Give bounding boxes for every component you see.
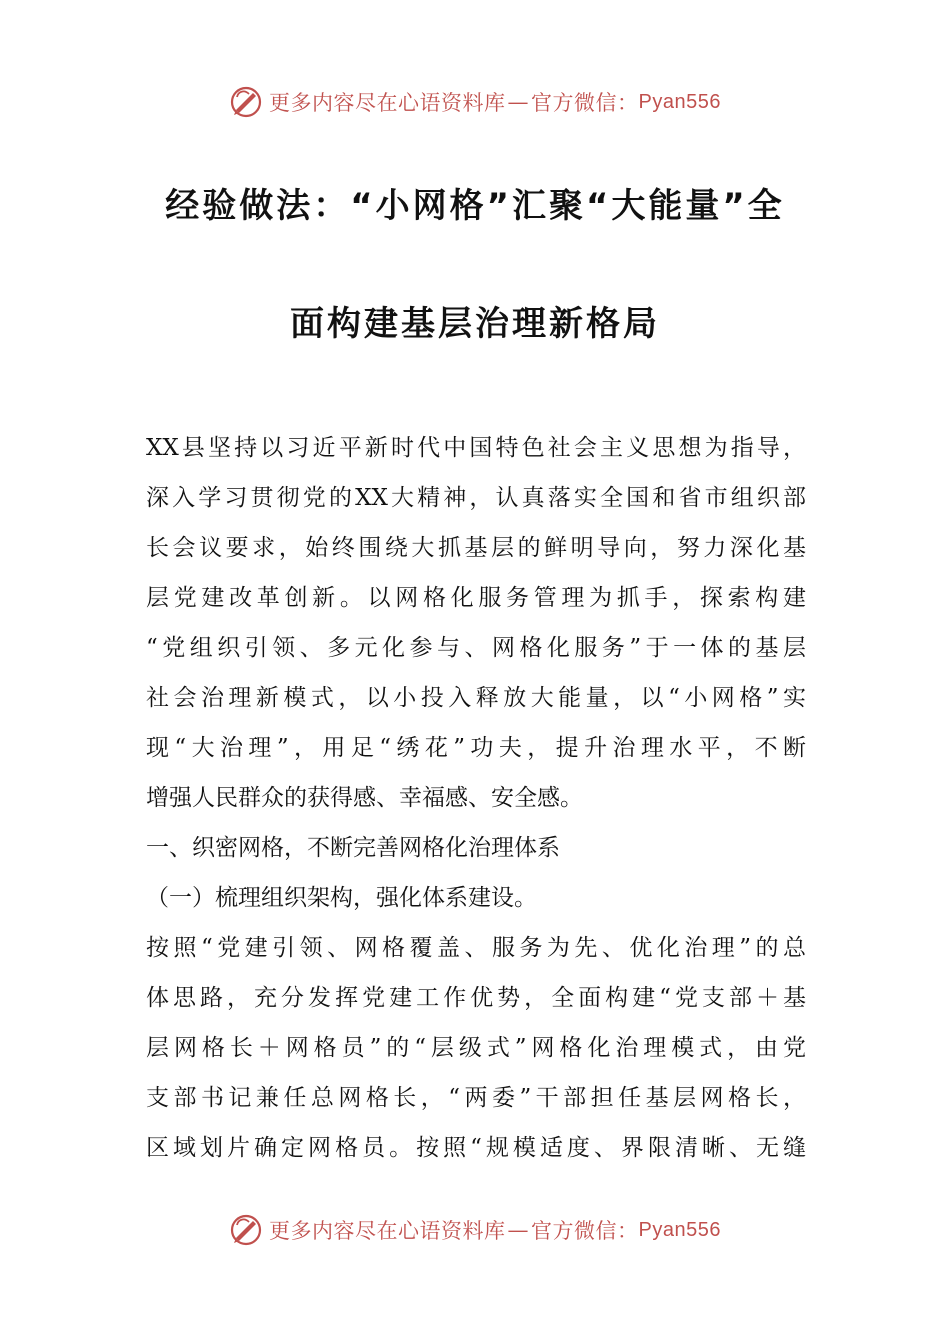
body-line: 增强人民群众的获得感、幸福感、安全感。 xyxy=(146,785,583,811)
section-heading: 一、织密网格，不断完善网格化治理体系 xyxy=(146,835,560,861)
pen-logo-icon xyxy=(229,85,263,119)
body-line: 长会议要求，始终围绕大抓基层的鲜明导向，努力深化基 xyxy=(146,535,806,561)
body-line: 层党建改革创新。以网格化服务管理为抓手，探索构建 xyxy=(146,585,806,611)
banner-handle: Pyan556 xyxy=(638,90,721,113)
banner-handle: Pyan556 xyxy=(638,1218,721,1241)
header-banner xyxy=(0,82,950,122)
body-line: 体思路，充分发挥党建工作优势，全面构建“党支部＋基 xyxy=(146,985,806,1011)
banner-text: 更多内容尽在心语资料库 xyxy=(269,91,506,115)
body-line: XX县坚持以习近平新时代中国特色社会主义思想为指导， xyxy=(146,435,806,461)
banner-separator: — xyxy=(507,90,530,114)
pen-logo-icon xyxy=(229,1213,263,1247)
body-line: 社会治理新模式，以小投入释放大能量，以“小网格”实 xyxy=(146,685,806,711)
banner-label: 官方微信： xyxy=(531,91,639,115)
body-line: “党组织引领、多元化参与、网格化服务”于一体的基层 xyxy=(146,635,806,661)
title-line-1: 经验做法：“小网格”汇聚“大能量”全 xyxy=(165,186,785,226)
banner-label: 官方微信： xyxy=(531,1219,639,1243)
body-line: 现“大治理”，用足“绣花”功夫，提升治理水平，不断 xyxy=(146,735,806,761)
body-line: 区域划片确定网格员。按照“规模适度、界限清晰、无缝 xyxy=(146,1135,806,1161)
title-line-2: 面构建基层治理新格局 xyxy=(290,304,660,344)
subsection-heading: （一）梳理组织架构，强化体系建设。 xyxy=(146,885,537,911)
banner-text: 更多内容尽在心语资料库 xyxy=(269,1219,506,1243)
body-line: 层网格长＋网格员”的“层级式”网格化治理模式，由党 xyxy=(146,1035,806,1061)
body-line: 支部书记兼任总网格长，“两委”干部担任基层网格长， xyxy=(146,1085,806,1111)
footer-banner xyxy=(0,1210,950,1250)
body-line: 按照“党建引领、网格覆盖、服务为先、优化治理”的总 xyxy=(146,935,806,961)
banner-separator: — xyxy=(507,1218,530,1242)
body-line: 深入学习贯彻党的XX大精神，认真落实全国和省市组织部 xyxy=(146,485,806,511)
